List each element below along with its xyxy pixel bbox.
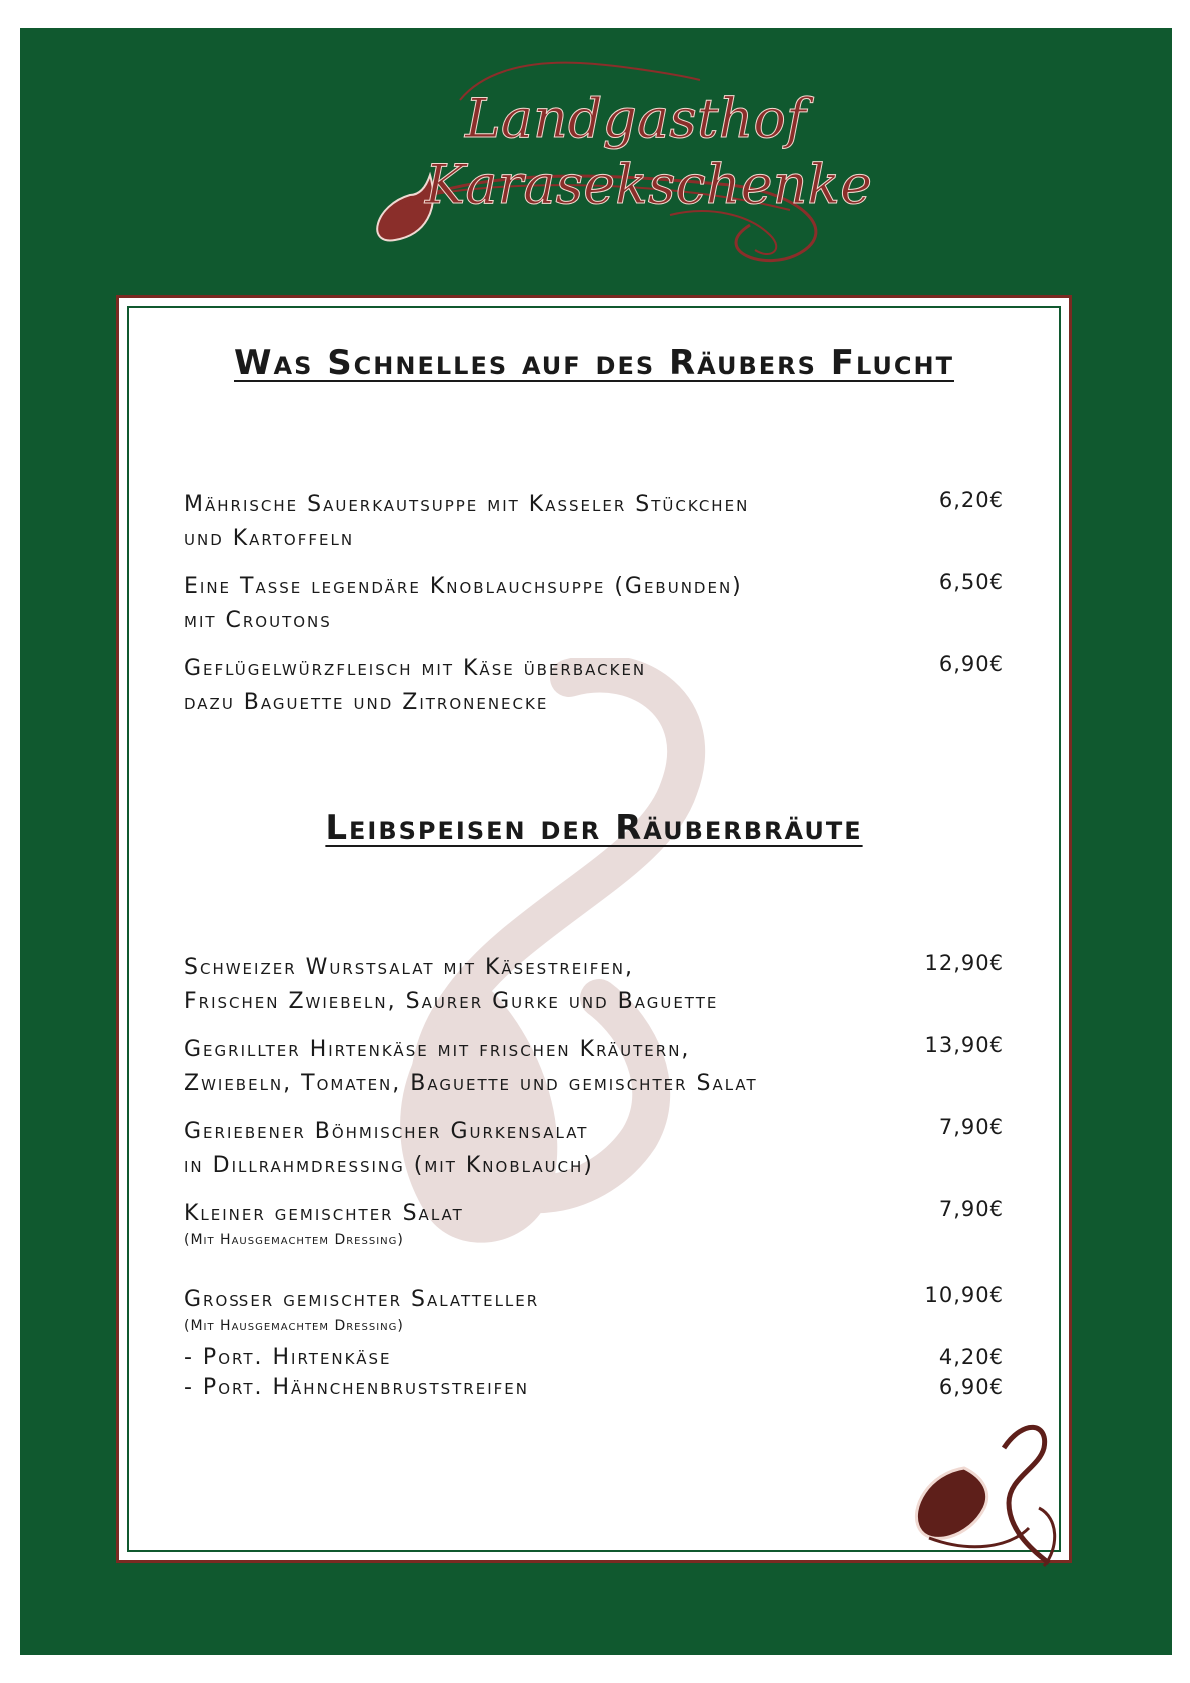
item-price: 13,90€ xyxy=(924,1033,1004,1057)
addon-label: - Port. Hirtenkäse xyxy=(184,1345,392,1370)
corner-ornament xyxy=(909,1388,1069,1573)
addon-row xyxy=(184,1371,1004,1405)
menu-item xyxy=(184,951,1004,1019)
item-price: 6,50€ xyxy=(938,570,1004,594)
item-line1: Geflügelwürzfleisch mit Käse überbacken xyxy=(184,656,647,681)
logo-line2: Karasekschenke xyxy=(425,153,873,216)
menu-paper xyxy=(116,295,1072,1563)
item-line1: Geriebener Böhmischer Gurkensalat xyxy=(184,1119,589,1144)
menu-item xyxy=(184,1115,1004,1183)
item-price: 10,90€ xyxy=(924,1283,1004,1307)
menu-item xyxy=(184,1033,1004,1101)
logo-line1: Landgasthof xyxy=(465,87,806,150)
item-line2: dazu Baguette und Zitronenecke xyxy=(184,690,549,715)
menu-item xyxy=(184,1197,1004,1249)
menu-item xyxy=(184,1283,1004,1335)
item-line2: Zwiebeln, Tomaten, Baguette und gemischter Salat xyxy=(184,1071,758,1096)
menu-item xyxy=(184,488,1004,556)
section-title-2: Leibspeisen der Räuberbräute xyxy=(325,808,863,848)
addon-label: - Port. Hähnchenbruststreifen xyxy=(184,1375,529,1400)
item-line2: und Kartoffeln xyxy=(184,526,355,551)
item-line1: Großer gemischter Salatteller xyxy=(184,1287,540,1312)
menu-item xyxy=(184,652,1004,720)
menu-item xyxy=(184,570,1004,638)
item-price: 7,90€ xyxy=(938,1197,1004,1221)
item-line1: Kleiner gemischter Salat xyxy=(184,1201,464,1226)
item-price: 6,20€ xyxy=(938,488,1004,512)
item-note: (Mit Hausgemachtem Dressing) xyxy=(184,1232,404,1248)
item-price: 7,90€ xyxy=(938,1115,1004,1139)
item-line2: Frischen Zwiebeln, Saurer Gurke und Baguette xyxy=(184,989,719,1014)
item-line1: Eine Tasse legendäre Knoblauchsuppe (Gebunden) xyxy=(184,574,743,599)
addon-price: 4,20€ xyxy=(938,1345,1004,1369)
item-price: 6,90€ xyxy=(938,652,1004,676)
logo xyxy=(370,55,910,270)
logo-graphic xyxy=(370,55,910,270)
item-line2: in Dillrahmdressing (mit Knoblauch) xyxy=(184,1153,594,1178)
addon-price: 6,90€ xyxy=(938,1375,1004,1399)
item-price: 12,90€ xyxy=(924,951,1004,975)
item-line1: Schweizer Wurstsalat mit Käsestreifen, xyxy=(184,955,635,980)
addon-row xyxy=(184,1341,1004,1375)
item-line1: Mährische Sauerkautsuppe mit Kasseler Stückchen xyxy=(184,492,750,517)
item-line2: mit Croutons xyxy=(184,608,332,633)
item-note: (Mit Hausgemachtem Dressing) xyxy=(184,1318,404,1334)
item-line1: Gegrillter Hirtenkäse mit frischen Kräutern, xyxy=(184,1037,691,1062)
section-title-1: Was Schnelles auf des Räubers Flucht xyxy=(234,343,954,383)
